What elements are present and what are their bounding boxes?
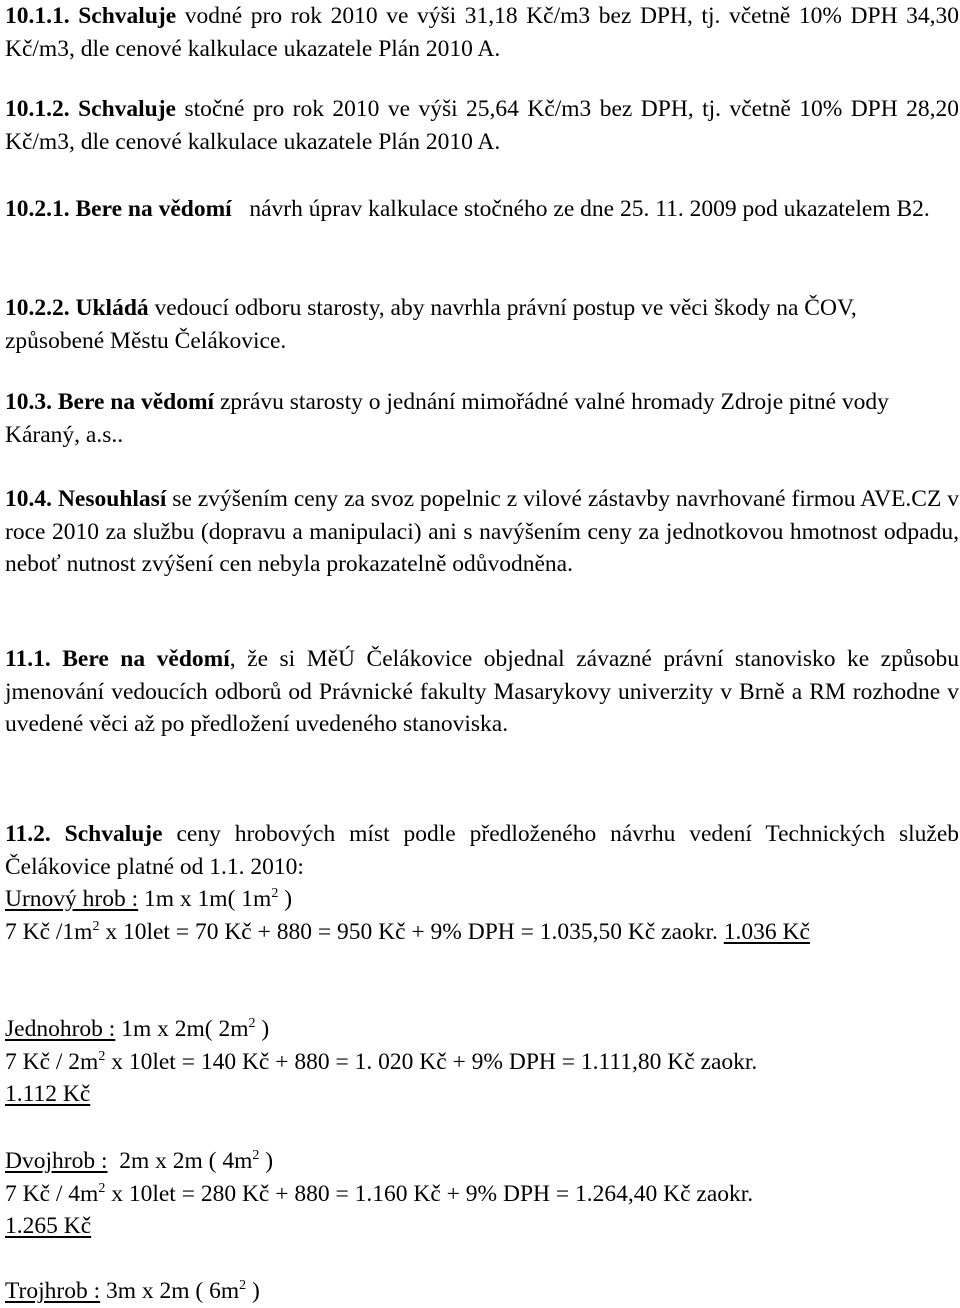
resolution-text: návrh úprav kalkulace stočného ze dne 25. 11. 2009 pod ukazatelem B2. bbox=[249, 196, 930, 222]
grave-size-line bbox=[5, 883, 959, 916]
resolution-text: vodné pro rok 2010 ve výši 31,18 Kč/m3 bez DPH, tj. včetně 10% DPH 34,30 Kč/m3, dle cenové kalkulace ukazatele Plán 2010 A. bbox=[5, 3, 960, 62]
superscript: 2 bbox=[248, 1016, 256, 1031]
grave-final-price: 1.265 Kč bbox=[5, 1213, 92, 1239]
resolution-verb: Bere na vědomí bbox=[75, 196, 232, 222]
item-number: 10.2.1. bbox=[5, 196, 70, 222]
grave-calc-line bbox=[5, 916, 959, 949]
grave-label: Jednohrob : bbox=[5, 1016, 116, 1042]
grave-size: 2m x 2m ( 4m bbox=[119, 1148, 253, 1174]
resolution-verb: Schvaluje bbox=[64, 821, 163, 847]
resolution-11-1 bbox=[5, 643, 959, 741]
resolution-text: , že si MěÚ Čelákovice objednal závazné právní stanovisko ke způsobu jmenování vedoucích odborů od Právnické fakulty Masarykovy univerzity v Brně a RM rozhodne v uvedené věci až po předložení uvedeného stanoviska. bbox=[5, 646, 960, 737]
grave-size-end: ) bbox=[255, 1016, 270, 1042]
resolution-text: ceny hrobových míst podle předloženého návrhu vedení Technických služeb Čelákovice platné od 1.1. 2010: bbox=[5, 821, 960, 880]
superscript: 2 bbox=[271, 886, 279, 901]
superscript: 2 bbox=[98, 1048, 106, 1064]
grave-size-line bbox=[5, 1145, 959, 1178]
resolution-text: stočné pro rok 2010 ve výši 25,64 Kč/m3 bez DPH, tj. včetně 10% DPH 28,20 Kč/m3, dle cenové kalkulace ukazatele Plán 2010 A. bbox=[5, 96, 960, 155]
grave-calc-rest: x 10let = 140 Kč + 880 = 1. 020 Kč + 9% DPH = 1.111,80 Kč zaokr. bbox=[105, 1048, 758, 1075]
grave-final-line bbox=[5, 1078, 959, 1111]
grave-final-price: 1.036 Kč bbox=[723, 918, 810, 945]
grave-calc: 7 Kč / 4m bbox=[5, 1180, 99, 1207]
resolution-verb: Ukládá bbox=[75, 295, 149, 321]
resolution-11-2 bbox=[5, 818, 959, 883]
grave-size: 1m x 1m( 1m bbox=[144, 886, 272, 912]
item-number: 10.4. bbox=[5, 486, 52, 512]
grave-double bbox=[5, 1145, 959, 1243]
resolution-verb: Bere na vědomí bbox=[57, 389, 215, 415]
grave-size: 3m x 2m ( 6m bbox=[106, 1278, 240, 1304]
resolution-verb: Nesouhlasí bbox=[57, 486, 167, 512]
grave-size-end: ) bbox=[246, 1278, 260, 1304]
grave-single bbox=[5, 1013, 959, 1111]
grave-label: Dvojhrob : bbox=[5, 1148, 108, 1174]
grave-final-line bbox=[5, 1210, 959, 1243]
grave-calc-rest: x 10let = 280 Kč + 880 = 1.160 Kč + 9% DPH = 1.264,40 Kč zaokr. bbox=[105, 1180, 754, 1207]
item-number: 10.1.1. bbox=[5, 3, 70, 29]
superscript: 2 bbox=[92, 918, 100, 934]
item-number: 10.3. bbox=[5, 389, 52, 415]
resolution-10-2-2 bbox=[5, 292, 959, 357]
resolution-text: zprávu starosty o jednání mimořádné valné hromady Zdroje pitné vody Káraný, a.s.. bbox=[5, 389, 889, 448]
grave-size-end: ) bbox=[278, 886, 293, 912]
grave-urn bbox=[5, 883, 959, 948]
resolution-10-2-1 bbox=[5, 193, 959, 226]
item-number: 10.1.2. bbox=[5, 96, 70, 122]
grave-calc-line bbox=[5, 1046, 959, 1079]
resolution-verb: Schvaluje bbox=[78, 96, 176, 122]
resolution-10-1-1 bbox=[5, 0, 959, 65]
item-number: 11.1. bbox=[5, 646, 51, 672]
grave-calc: 7 Kč /1m bbox=[5, 918, 93, 945]
resolution-verb: Bere na vědomí bbox=[62, 646, 230, 672]
superscript: 2 bbox=[98, 1180, 106, 1196]
grave-label: Trojhrob : bbox=[5, 1278, 101, 1304]
resolution-10-4 bbox=[5, 483, 959, 581]
item-number: 11.2. bbox=[5, 821, 51, 847]
grave-size: 1m x 2m( 2m bbox=[121, 1016, 249, 1042]
resolution-10-1-2 bbox=[5, 93, 959, 158]
grave-calc-rest: x 10let = 70 Kč + 880 = 950 Kč + 9% DPH = 1.035,50 Kč zaokr. bbox=[99, 918, 724, 945]
grave-triple bbox=[5, 1275, 959, 1308]
superscript: 2 bbox=[252, 1148, 260, 1163]
item-number: 10.2.2. bbox=[5, 295, 70, 321]
grave-final-price: 1.112 Kč bbox=[5, 1081, 91, 1107]
resolution-text: vedoucí odboru starosty, aby navrhla právní postup ve věci škody na ČOV, způsobené Městu Čelákovice. bbox=[5, 295, 857, 354]
resolution-text: se zvýšením ceny za svoz popelnic z vilové zástavby navrhované firmou AVE.CZ v roce 2010 za službu (dopravu a manipulaci) ani s navýšením ceny za jednotkovou hmotnost odpadu, neboť nutnost zvýšení cen nebyla prokazatelně odůvodněna. bbox=[5, 486, 960, 577]
grave-size-end: ) bbox=[259, 1148, 274, 1174]
resolution-10-3 bbox=[5, 386, 959, 451]
superscript: 2 bbox=[239, 1278, 247, 1293]
grave-calc-line bbox=[5, 1178, 959, 1211]
grave-label: Urnový hrob : bbox=[5, 886, 139, 912]
grave-calc: 7 Kč / 2m bbox=[5, 1048, 99, 1075]
grave-size-line bbox=[5, 1013, 959, 1046]
grave-size-line bbox=[5, 1275, 959, 1308]
resolution-verb: Schvaluje bbox=[78, 3, 177, 29]
